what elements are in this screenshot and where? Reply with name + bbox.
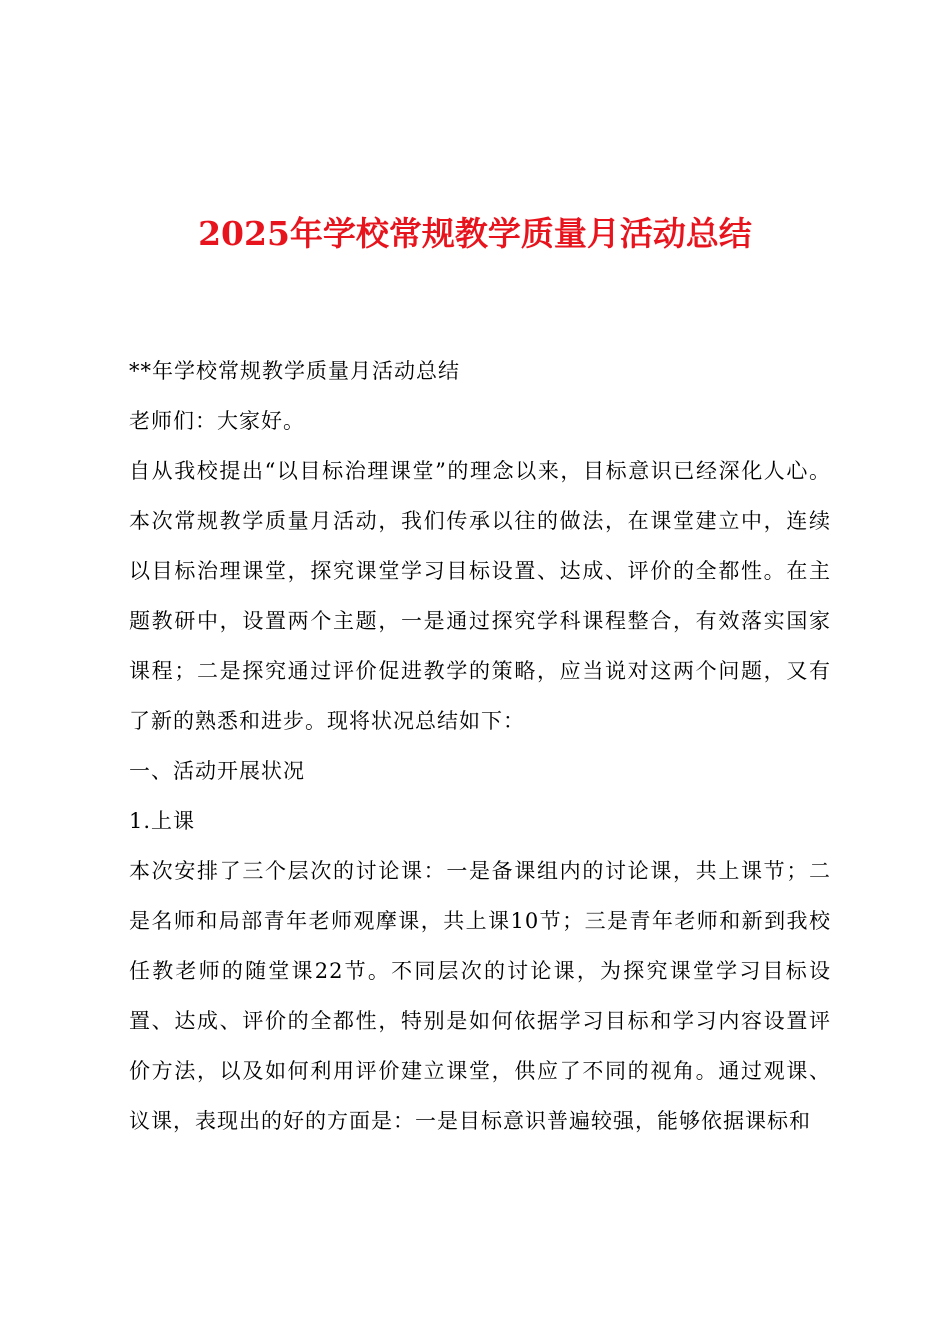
document-body	[129, 346, 831, 1146]
paragraph-subtitle: **年学校常规教学质量月活动总结	[129, 359, 460, 383]
paragraph-intro: 自从我校提出“以目标治理课堂”的理念以来，目标意识已经深化人心。本次常规教学质量月活动，我们传承以往的做法，在课堂建立中，连续以目标治理课堂，探究课堂学习目标设置、达成、评价的全都性。在主题教研中，设置两个主题，一是通过探究学科课程整合，有效落实国家课程；二是探究通过评价促进教学的策略，应当说对这两个问题，又有了新的熟悉和进步。现将状况总结如下：	[129, 459, 831, 733]
paragraph-greeting: 老师们：大家好。	[129, 409, 305, 433]
paragraph-classes: 本次安排了三个层次的讨论课：一是备课组内的讨论课，共上课节；二是名师和局部青年老师观摩课，共上课10节；三是青年老师和新到我校任教老师的随堂课22节。不同层次的讨论课，为探究课堂学习目标设置、达成、评价的全都性，特别是如何依据学习目标和学习内容设置评价方法，以及如何利用评价建立课堂，供应了不同的视角。通过观课、议课，表现出的好的方面是：一是目标意识普遍较强，能够依据课标和	[129, 859, 831, 1133]
document-title: 2025年学校常规教学质量月活动总结	[198, 214, 752, 253]
section-heading: 一、活动开展状况	[129, 759, 305, 783]
subsection-heading: 1.上课	[129, 809, 196, 833]
